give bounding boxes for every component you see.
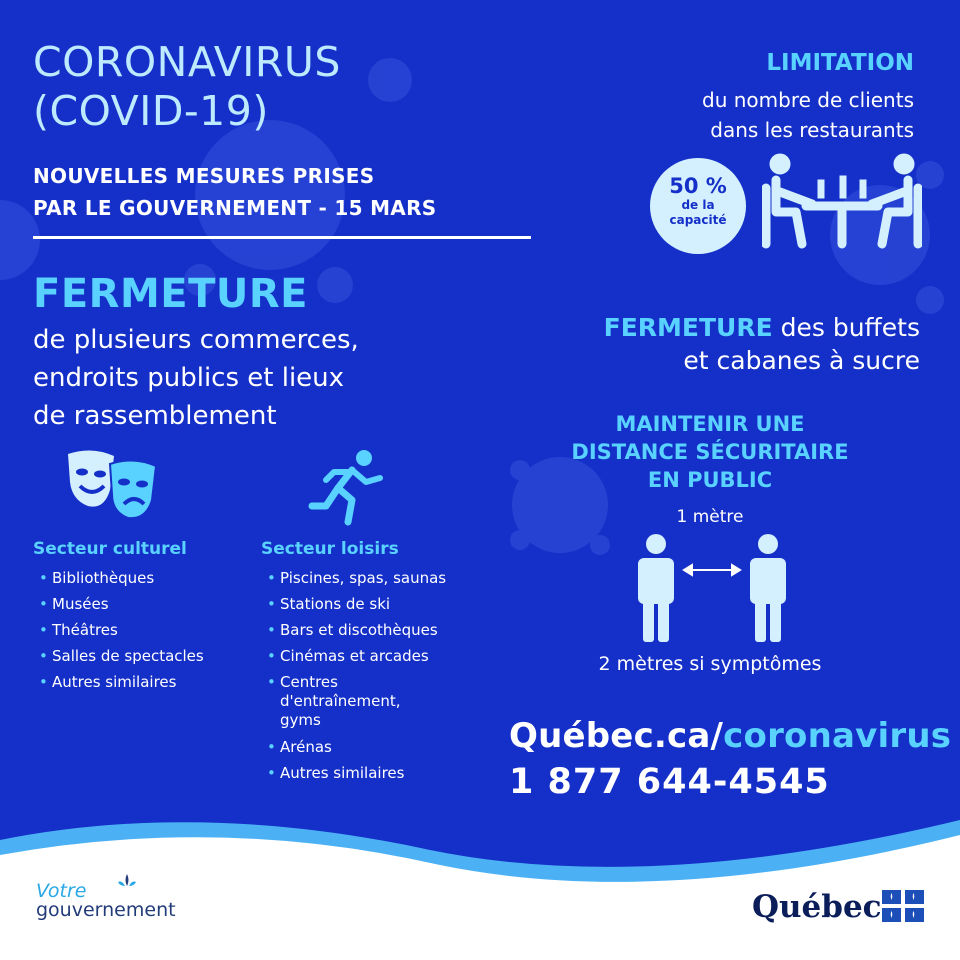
people-distance-icon bbox=[632, 534, 792, 644]
distance-one-meter: 1 mètre bbox=[676, 507, 744, 527]
distance-line-1: MAINTENIR UNE bbox=[615, 412, 805, 436]
culturel-list bbox=[33, 565, 253, 695]
gouvernement-text: gouvernement bbox=[36, 899, 176, 921]
restaurant-table-icon bbox=[762, 152, 922, 252]
title-line-1: CORONAVIRUS bbox=[33, 38, 341, 86]
list-item: • Piscines, spas, saunas bbox=[261, 565, 491, 591]
quebec-logo-text: Québec bbox=[752, 889, 882, 925]
subtitle bbox=[33, 160, 437, 224]
distance-line-2: DISTANCE SÉCURITAIRE bbox=[571, 440, 849, 464]
running-person-icon bbox=[308, 448, 388, 528]
buffets-line-2: et cabanes à sucre bbox=[683, 346, 920, 375]
limitation-line-2: dans les restaurants bbox=[710, 118, 914, 142]
distance-line-3: EN PUBLIC bbox=[647, 468, 773, 492]
culturel-title: Secteur culturel bbox=[33, 539, 187, 559]
list-item-line: • Centres bbox=[280, 673, 338, 691]
divider bbox=[33, 236, 531, 239]
capacity-badge bbox=[650, 158, 746, 254]
page-title bbox=[33, 38, 341, 136]
list-item: • Musées bbox=[33, 591, 253, 617]
title-line-2: (COVID-19) bbox=[33, 87, 269, 135]
capacity-percent: 50 % bbox=[669, 174, 727, 198]
subtitle-line-2: PAR LE GOUVERNEMENT - 15 MARS bbox=[33, 196, 437, 220]
website-accent: coronavirus bbox=[723, 716, 952, 756]
buffets-text: des buffets bbox=[772, 313, 920, 342]
list-item bbox=[261, 669, 491, 734]
list-item: • Arénas bbox=[261, 734, 491, 760]
limitation-heading: LIMITATION bbox=[766, 50, 914, 76]
list-item: • Théâtres bbox=[33, 617, 253, 643]
fermeture-description bbox=[33, 321, 453, 435]
list-item-line: gyms bbox=[280, 711, 321, 729]
fermeture-line-1: de plusieurs commerces, bbox=[33, 325, 359, 355]
buffets-highlight: FERMETURE bbox=[603, 313, 773, 342]
footer-wave bbox=[0, 780, 960, 960]
loisirs-title: Secteur loisirs bbox=[261, 539, 399, 559]
list-item: • Salles de spectacles bbox=[33, 643, 253, 669]
capacity-label-2: capacité bbox=[669, 213, 727, 227]
phone-number[interactable]: 1 877 644-4545 bbox=[509, 762, 830, 802]
list-item: • Cinémas et arcades bbox=[261, 643, 491, 669]
list-item: • Autres similaires bbox=[33, 669, 253, 695]
fleur-de-lys-icon bbox=[116, 874, 138, 890]
distance-heading bbox=[520, 410, 900, 494]
buffets-notice bbox=[480, 311, 920, 377]
subtitle-line-1: NOUVELLES MESURES PRISES bbox=[33, 164, 375, 188]
culturel-section bbox=[33, 539, 253, 695]
list-item: • Stations de ski bbox=[261, 591, 491, 617]
list-item: • Bars et discothèques bbox=[261, 617, 491, 643]
votre-gouvernement-logo bbox=[36, 882, 176, 920]
fermeture-line-2: endroits publics et lieux bbox=[33, 363, 345, 393]
theater-masks-icon bbox=[62, 448, 162, 523]
fermeture-heading: FERMETURE bbox=[33, 271, 308, 317]
loisirs-section bbox=[261, 539, 491, 786]
list-item: • Bibliothèques bbox=[33, 565, 253, 591]
website-link[interactable] bbox=[509, 716, 951, 756]
list-item: • Autres similaires bbox=[261, 760, 491, 786]
fermeture-line-3: de rassemblement bbox=[33, 401, 277, 431]
capacity-label-1: de la bbox=[681, 198, 715, 212]
quebec-flag-icon bbox=[882, 890, 924, 922]
loisirs-list bbox=[261, 565, 491, 786]
limitation-line-1: du nombre de clients bbox=[702, 88, 914, 112]
list-item-line: d'entraînement, bbox=[280, 692, 401, 710]
votre-text: Votre bbox=[36, 880, 87, 902]
distance-two-meters: 2 mètres si symptômes bbox=[598, 653, 822, 675]
limitation-description bbox=[574, 85, 914, 145]
website-prefix: Québec.ca/ bbox=[509, 716, 724, 756]
